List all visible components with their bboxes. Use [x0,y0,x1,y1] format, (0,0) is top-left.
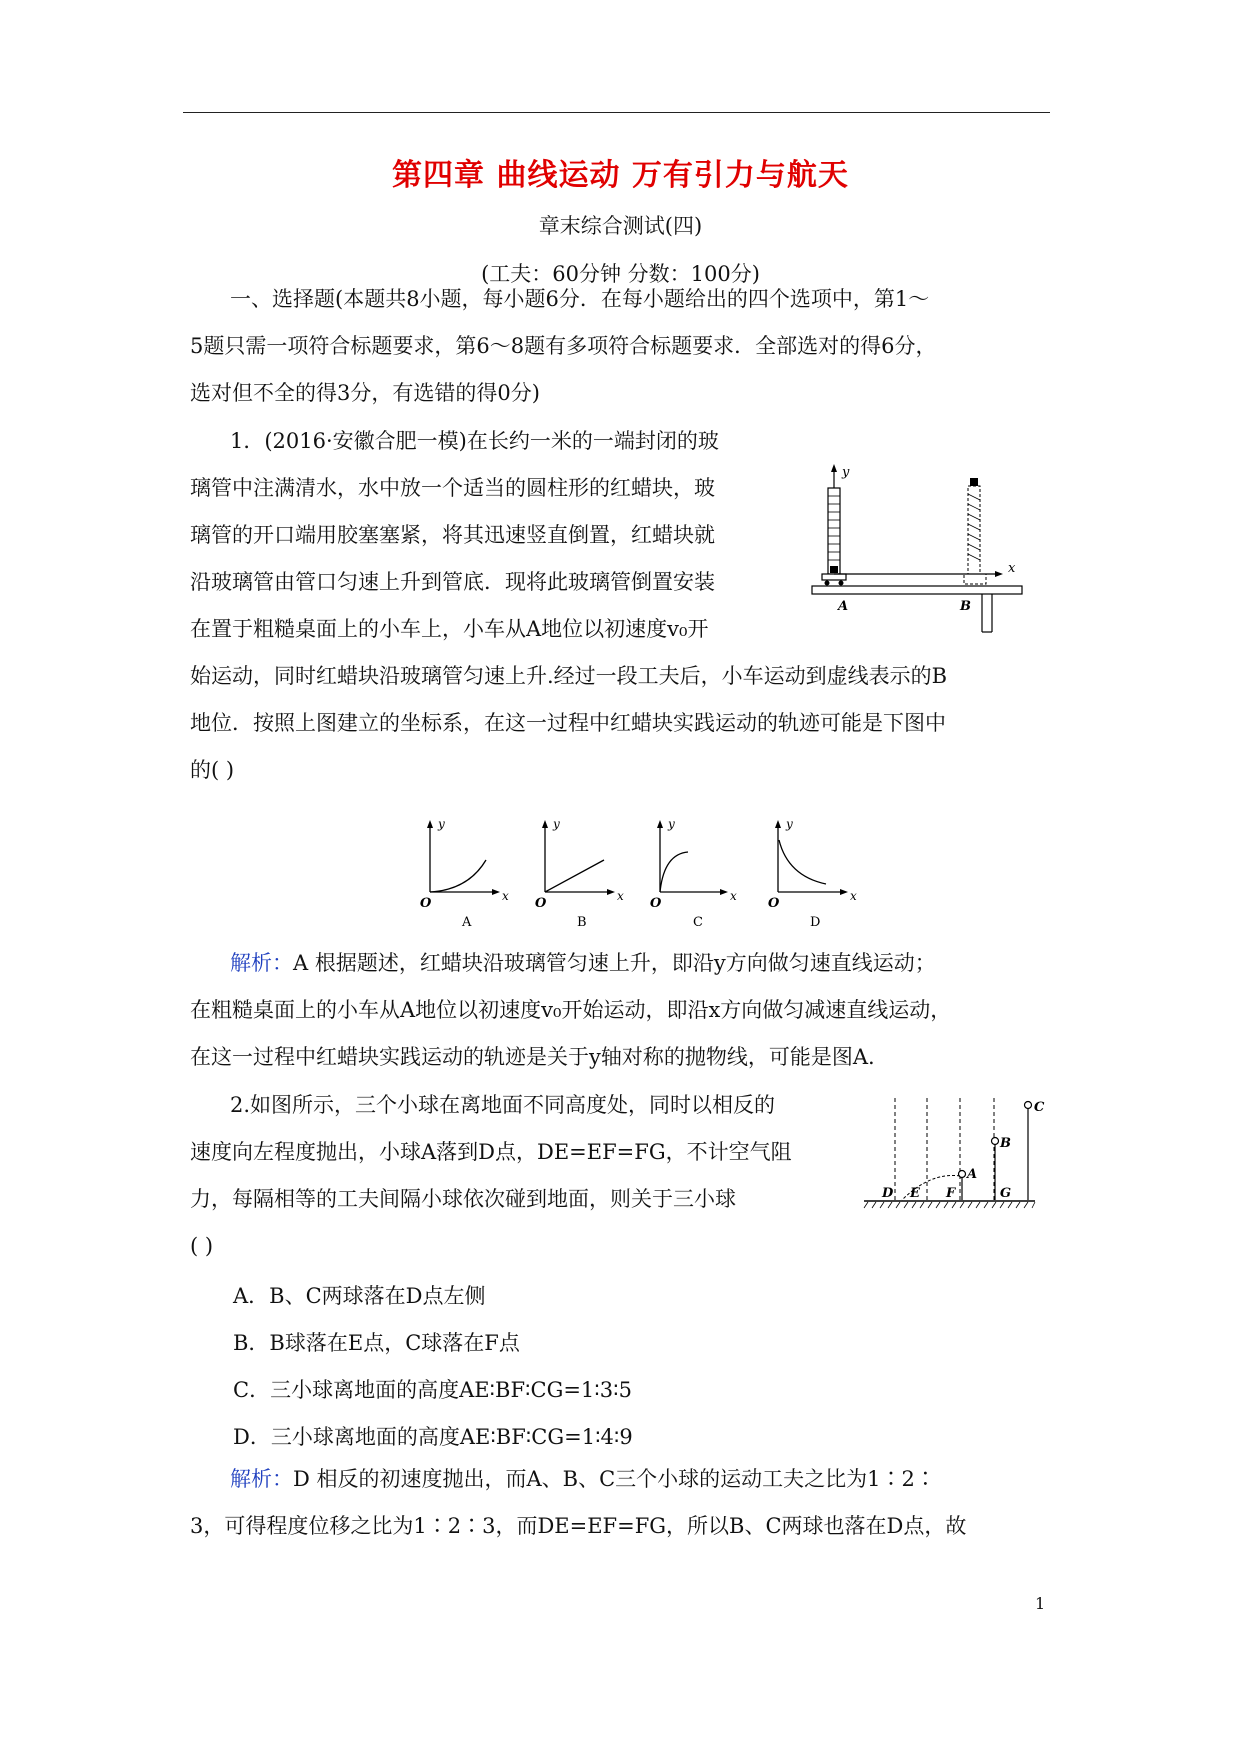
fig2-label-e: E [910,1186,920,1201]
test-subtitle: 章末综合测试(四) [538,214,703,238]
fig2-label-c: C [1034,1100,1045,1115]
q1-option-graphs [410,810,870,930]
question-2-option-d: D．三小球离地面的高度AE∶BF∶CG=1∶4∶9 [233,1425,633,1449]
question-2-option-a: A．B、C两球落在D点左侧 [233,1284,486,1308]
graph-d-origin: O [768,896,780,911]
graph-c-y-label: y [668,817,675,831]
fig2-label-f: F [946,1186,956,1201]
fig2-label-b: B [1000,1136,1011,1151]
question-2-text [190,1082,792,1270]
graph-a-y-label: y [438,817,445,831]
graph-b-letter: B [577,915,587,930]
graph-c-x-label: x [730,889,737,903]
option-graph-c [650,817,737,930]
graph-b-origin: O [535,896,547,911]
question-2-option-c: C．三小球离地面的高度AE∶BF∶CG=1∶3∶5 [233,1378,632,1402]
section-intro-line: 选对但不全的得3分，有选错的得0分) [190,381,540,405]
graph-d-y-label: y [786,817,793,831]
graph-c-letter: C [693,915,703,930]
analysis-line: 在粗糙桌面上的小车从A地位以初速度v₀开始运动，即沿x方向做匀减速直线运动， [190,998,952,1022]
question-1-analysis [190,940,951,1081]
option-graph-d [768,817,857,930]
option-graph-a [420,817,509,930]
fig-point-a-label: A [838,599,849,614]
analysis-line: 3，可得程度位移之比为1∶2∶3，而DE=EF=FG，所以B、C两球也落在D点，故 [190,1514,967,1538]
graph-a-x-label: x [502,889,509,903]
fig2-label-d: D [882,1186,894,1201]
question-2-line: 速度向左程度抛出，小球A落到D点，DE=EF=FG，不计空气阻 [190,1140,792,1164]
analysis-text: D 相反的初速度抛出，而A、B、C三个小球的运动工夫之比为1∶2∶ [293,1467,936,1491]
time-score-info: (工夫：60分钟 分数：100分) [481,262,760,286]
fig-point-b-label: B [960,599,971,614]
header-rule [183,112,1050,113]
fig-x-label: x [1008,561,1016,576]
graph-a-letter: A [462,915,472,930]
question-2-line: 2.如图所示，三个小球在离地面不同高度处，同时以相反的 [230,1093,776,1117]
section-intro-line: 一、选择题(本题共8小题，每小题6分．在每小题给出的四个选项中，第1～ [230,287,930,311]
analysis-label: 解析： [230,1467,293,1491]
fig-y-label: y [842,465,850,480]
analysis-line [190,1456,966,1503]
tube-cart-figure [808,460,1033,650]
fig2-label-g: G [1000,1186,1012,1201]
analysis-text: A 根据题述，红蜡块沿玻璃管匀速上升，即沿y方向做匀速直线运动； [293,951,936,975]
analysis-line [190,940,951,987]
question-1-line: 璃管中注满清水，水中放一个适当的圆柱形的红蜡块，玻 [190,476,715,500]
question-1-line: 1．(2016·安徽合肥一模)在长约一米的一端封闭的玻 [230,429,719,453]
graph-b-y-label: y [553,817,560,831]
question-1-line: 沿玻璃管由管口匀速上升到管底．现将此玻璃管倒置安装 [190,570,715,594]
question-1-line: 地位．按照上图建立的坐标系，在这一过程中红蜡块实践运动的轨迹可能是下图中 [190,711,946,735]
page-number: 1 [1035,1594,1046,1613]
three-balls-figure [860,1090,1045,1225]
question-2-line: ( ) [190,1234,214,1258]
question-1-line: 的( ) [190,758,235,782]
graph-c-origin: O [650,896,662,911]
graph-a-origin: O [420,896,432,911]
chapter-title: 第四章 曲线运动 万有引力与航天 [392,158,849,193]
question-1-line: 在置于粗糙桌面上的小车上，小车从A地位以初速度v₀开 [190,617,709,641]
fig2-label-a: A [967,1167,978,1182]
analysis-line: 在这一过程中红蜡块实践运动的轨迹是关于y轴对称的抛物线，可能是图A. [190,1045,875,1069]
question-1-line: 始运动，同时红蜡块沿玻璃管匀速上升.经过一段工夫后，小车运动到虚线表示的B [190,664,948,688]
question-2-line: 力，每隔相等的工夫间隔小球依次碰到地面，则关于三小球 [190,1187,736,1211]
option-graph-b [535,817,624,930]
graph-d-letter: D [810,915,821,930]
section-intro [190,276,936,417]
section-intro-line: 5题只需一项符合标题要求，第6～8题有多项符合标题要求．全部选对的得6分， [190,334,937,358]
graph-d-x-label: x [850,889,857,903]
question-1-line: 璃管的开口端用胶塞塞紧，将其迅速竖直倒置，红蜡块就 [190,523,715,547]
analysis-label: 解析： [230,951,293,975]
question-2-analysis [190,1456,966,1550]
question-2-option-b: B．B球落在E点，C球落在F点 [233,1331,520,1355]
graph-b-x-label: x [617,889,624,903]
